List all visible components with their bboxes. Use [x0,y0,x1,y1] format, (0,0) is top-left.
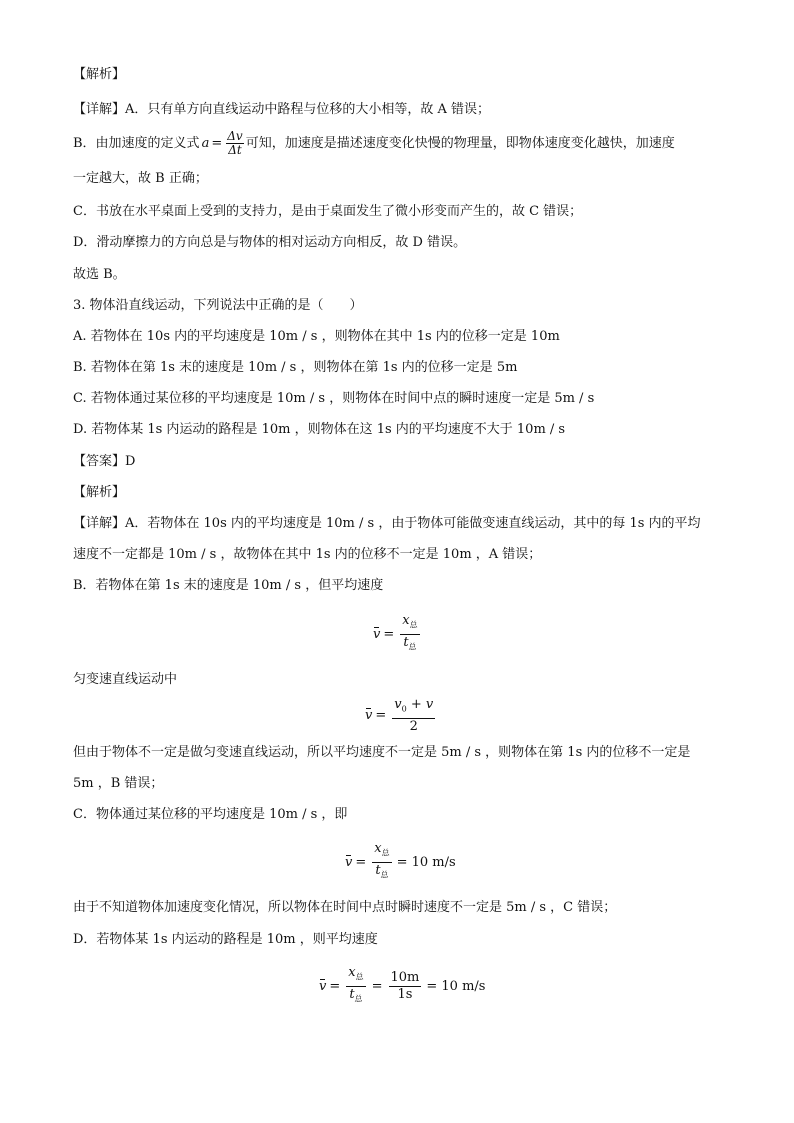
detail-conclusion: 故选 B。 [73,267,126,282]
detail-option-c: C．书放在水平桌面上受到的支持力，是由于桌面发生了微小形变而产生的，故 C 错误； [73,204,583,219]
detail-paragraph-a-line2: 速度不一定都是 10m / s ，故物体在其中 1s 内的位移不一定是 10m ，A 错误； [73,547,542,562]
equals-sign: = [383,626,395,642]
average-velocity-symbol: v [373,626,381,642]
subscript: 总 [355,972,364,982]
analysis-heading: 【解析】 [73,485,126,500]
formula-result: = 10 m/s [396,854,456,870]
fraction-numerator [392,698,435,719]
average-velocity-symbol: v [319,978,327,994]
fraction-denominator: 2 [409,718,418,734]
detail-paragraph-a-line1: 【详解】A．若物体在 10s 内的平均速度是 10m / s ，由于物体可能做变速直线运动，其中的每 1s 内的平均 [73,516,701,531]
average-velocity-formula [373,614,423,654]
average-velocity-symbol: v [365,708,373,724]
analysis-heading: 【解析】 [73,67,126,82]
question-option-c: C. 若物体通过某位移的平均速度是 10m / s ，则物体在时间中点的瞬时速度一定是 5m / s [73,391,595,406]
subscript: 总 [381,848,390,858]
subscript: 总 [380,870,389,880]
fraction-denominator [347,987,364,1007]
time-symbol: t [403,634,409,650]
question-option-a: A. 若物体在 10s 内的平均速度是 10m / s ，则物体在其中 1s 内的位移一定是 10m [73,329,560,344]
question-stem: 3. 物体沿直线运动，下列说法中正确的是（ ） [73,298,363,313]
formula-fraction [389,971,422,1002]
fraction-denominator: 1s [397,986,413,1002]
detail-paragraph-c-line1: C．物体通过某位移的平均速度是 10m / s ，即 [73,807,348,822]
detail-option-d: D．滑动摩擦力的方向总是与物体的相对运动方向相反，故 D 错误。 [73,235,467,250]
formula-fraction [346,966,365,1006]
formula-fraction [372,842,391,882]
average-velocity-symbol: v [345,854,353,870]
detail-paragraph-b-line4: 5m ，B 错误； [73,776,164,791]
detail-paragraph-b-line1: B．若物体在第 1s 末的速度是 10m / s ，但平均速度 [73,578,384,593]
subscript: 0 [401,704,407,714]
formula-fraction [400,614,419,654]
subscript: 总 [408,642,417,652]
detail-paragraph-c-line2: 由于不知道物体加速度变化情况，所以物体在时间中点时瞬时速度不一定是 5m / s ，C 错误； [73,900,617,915]
formula-result: = 10 m/s [426,978,486,994]
path-average-velocity-formula [319,966,485,1006]
subscript: 总 [354,994,363,1004]
equals-sign: = [211,136,223,151]
detail-paragraph-d-line1: D．若物体某 1s 内运动的路程是 10m ，则平均速度 [73,932,378,947]
fraction-numerator: Δv [227,128,243,143]
displacement-symbol: x [374,841,382,856]
equals-sign: = [329,978,341,994]
detail-option-a [73,101,490,119]
formula-fraction [392,698,435,734]
accel-definition-fraction [226,130,243,157]
numerator-rest: + v [410,697,434,712]
fraction-numerator [372,842,391,863]
detail-label: 【详解】 [73,102,126,117]
initial-velocity-symbol: v [394,697,402,712]
fraction-numerator [400,614,419,635]
equals-sign: = [355,854,367,870]
time-symbol: t [349,986,355,1002]
detail-paragraph-b-line2: 匀变速直线运动中 [73,672,178,687]
displacement-symbol: x [348,965,356,980]
fraction-denominator: Δt [228,142,242,157]
time-symbol: t [375,862,381,878]
displacement-symbol: x [402,613,410,628]
detail-text: B．由加速度的定义式 [73,136,200,151]
fraction-denominator [373,863,390,883]
fraction-denominator [401,635,418,655]
question-option-d: D. 若物体某 1s 内运动的路程是 10m ，则物体在这 1s 内的平均速度不大于 10m / s [73,422,566,437]
question-option-b: B. 若物体在第 1s 末的速度是 10m / s ，则物体在第 1s 内的位移一定是 5m [73,360,518,375]
uniform-acceleration-average-formula [365,698,438,734]
average-velocity-value-formula [345,842,456,882]
accel-symbol: a [201,136,210,151]
detail-paragraph-b-line3: 但由于物体不一定是做匀变速直线运动，所以平均速度不一定是 5m / s ，则物体在第 1s 内的位移不一定是 [73,745,691,760]
detail-text: A．只有单方向直线运动中路程与位移的大小相等，故 A 错误； [125,102,491,117]
fraction-numerator: 10m [390,969,420,985]
fraction-numerator [346,966,365,987]
subscript: 总 [409,620,418,630]
detail-option-b-line2: 一定越大，故 B 正确； [73,171,208,186]
detail-option-b-line1 [73,130,675,158]
equals-sign: = [371,978,383,994]
equals-sign: = [375,708,387,724]
answer: 【答案】D [73,454,136,469]
detail-text: 可知，加速度是描述速度变化快慢的物理量，即物体速度变化越快，加速度 [245,136,675,151]
